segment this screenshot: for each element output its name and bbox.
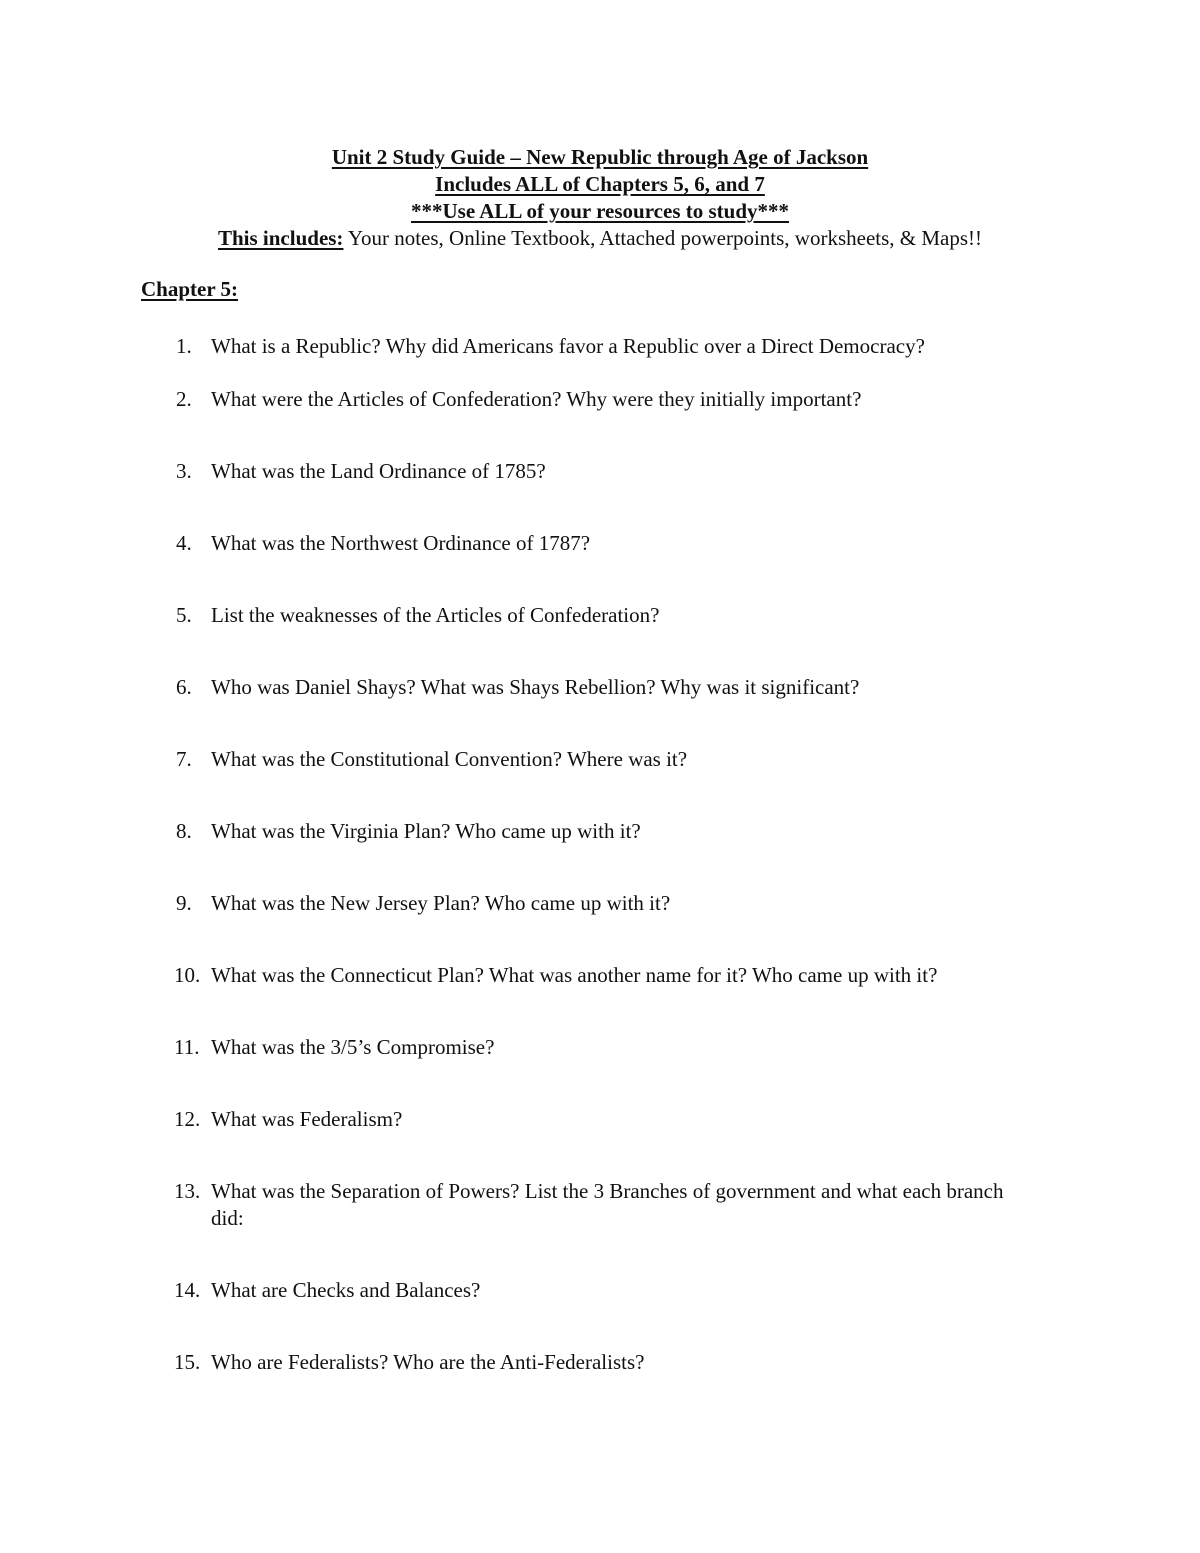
question-number: 12.	[174, 1107, 201, 1131]
question-number: 9.	[176, 891, 192, 915]
question-text: Who are Federalists? Who are the Anti-Federalists?	[211, 1350, 645, 1374]
question-text: What was the Virginia Plan? Who came up with it?	[211, 819, 641, 843]
question-text: What was Federalism?	[211, 1107, 403, 1131]
document-header	[0, 144, 1200, 252]
question-number: 1.	[176, 334, 192, 358]
question-number: 13.	[174, 1179, 201, 1203]
question-text: What was the New Jersey Plan? Who came up with it?	[211, 891, 671, 915]
question-text: What was the Separation of Powers? List the 3 Branches of government and what each branch did:	[211, 1179, 1004, 1230]
question-text: What was the 3/5’s Compromise?	[211, 1035, 495, 1059]
chapter-heading: Chapter 5:	[141, 277, 239, 301]
question-text: What are Checks and Balances?	[211, 1278, 481, 1302]
resources-note: ***Use ALL of your resources to study***	[410, 199, 790, 223]
question-number: 5.	[176, 603, 192, 627]
question-number: 8.	[176, 819, 192, 843]
question-text: Who was Daniel Shays? What was Shays Rebellion? Why was it significant?	[211, 675, 860, 699]
question-number: 4.	[176, 531, 192, 555]
document-title: Unit 2 Study Guide – New Republic through Age of Jackson	[331, 145, 869, 169]
question-text: What was the Constitutional Convention? Where was it?	[211, 747, 688, 771]
question-text: What were the Articles of Confederation? Why were they initially important?	[211, 387, 862, 411]
question-number: 10.	[174, 963, 201, 987]
includes-lead: This includes:	[217, 226, 344, 250]
question-number: 2.	[176, 387, 192, 411]
question-text: What was the Connecticut Plan? What was another name for it? Who came up with it?	[211, 963, 938, 987]
document-subtitle: Includes ALL of Chapters 5, 6, and 7	[435, 172, 765, 196]
question-text: List the weaknesses of the Articles of Confederation?	[211, 603, 660, 627]
question-text: What was the Northwest Ordinance of 1787?	[211, 531, 591, 555]
question-number: 7.	[176, 747, 192, 771]
question-number: 14.	[174, 1278, 201, 1302]
question-number: 11.	[174, 1035, 200, 1059]
question-text: What is a Republic? Why did Americans favor a Republic over a Direct Democracy?	[211, 334, 925, 358]
question-text: What was the Land Ordinance of 1785?	[211, 459, 546, 483]
question-number: 6.	[176, 675, 192, 699]
question-number: 15.	[174, 1350, 201, 1374]
includes-line	[0, 225, 1200, 252]
includes-text: Your notes, Online Textbook, Attached powerpoints, worksheets, & Maps!!	[343, 226, 983, 250]
question-number: 3.	[176, 459, 192, 483]
